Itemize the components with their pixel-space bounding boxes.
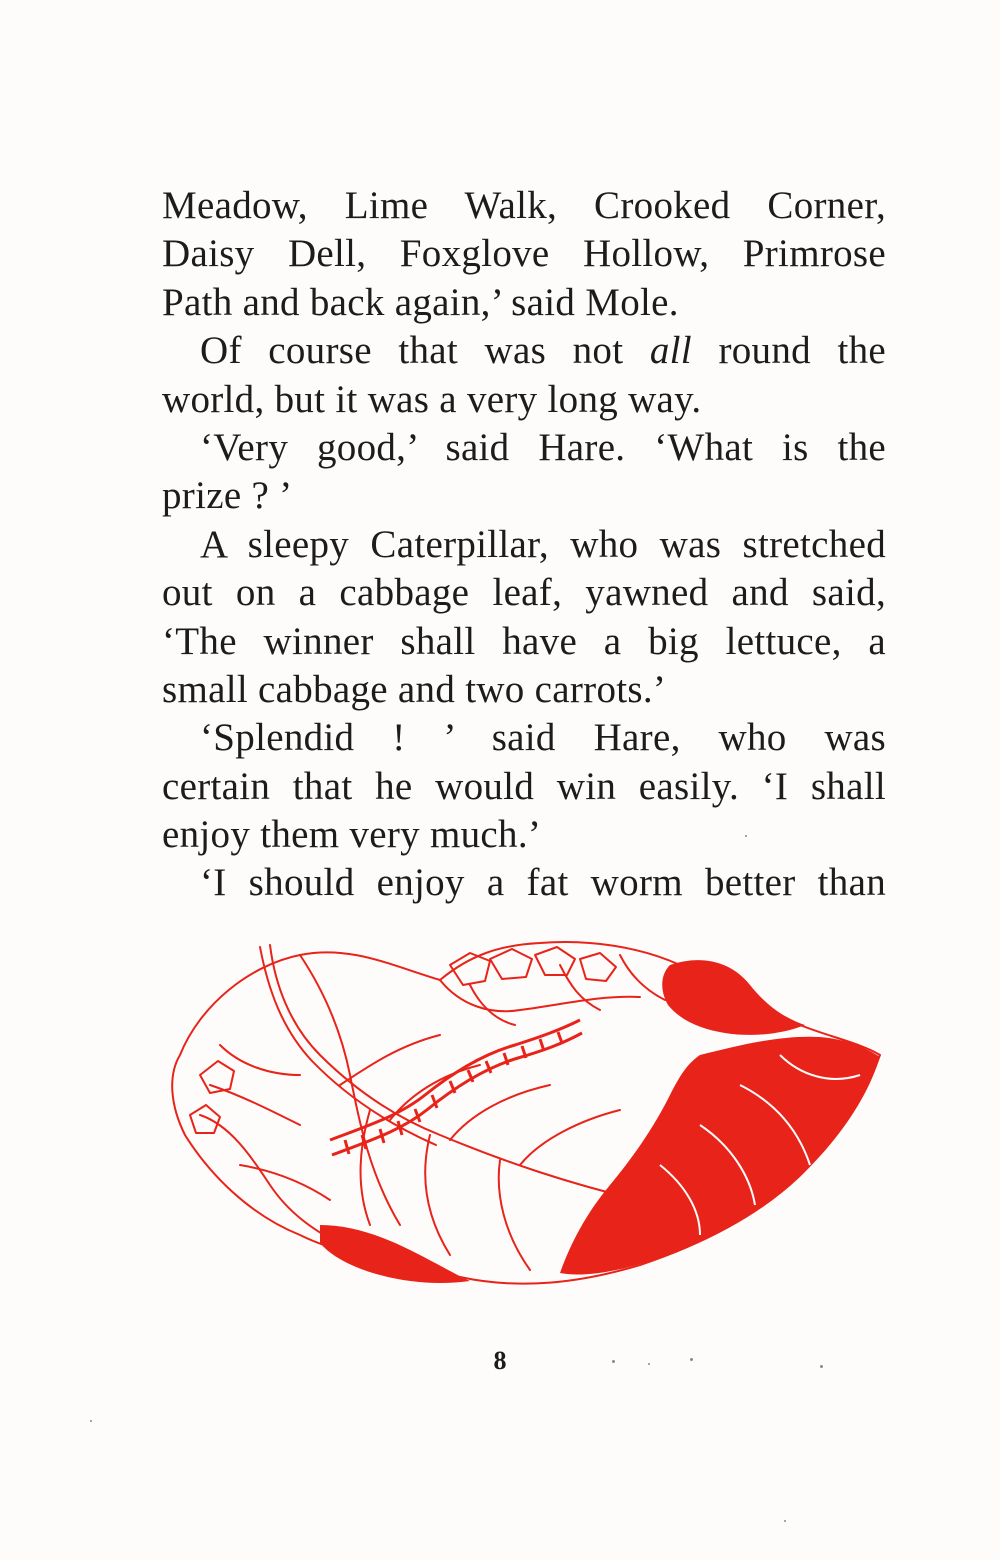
print-speck — [784, 1520, 786, 1522]
text-line: out on a cabbage leaf, yawned and said, — [162, 571, 886, 615]
text-line: small cabbage and two carrots.’ — [162, 667, 667, 711]
body-text — [162, 182, 886, 908]
text-line: Meadow, Lime Walk, Crooked Corner, — [162, 184, 886, 227]
print-speck — [90, 1420, 92, 1422]
text-line: ‘Splendid ! ’ said Hare, who was — [200, 716, 886, 760]
cabbage-leaf-illustration — [140, 925, 890, 1305]
text-line: prize ? ’ — [162, 474, 293, 518]
text-line: ‘Very good,’ said Hare. ‘What is the — [200, 425, 886, 469]
text-line: certain that he would win easily. ‘I shall — [162, 764, 886, 808]
text-line: A sleepy Caterpillar, who was stretched — [200, 522, 886, 566]
text-line: enjoy them very much.’ — [162, 813, 542, 857]
page-number: 8 — [493, 1346, 507, 1375]
shaded-leaf-lobe — [560, 1037, 880, 1275]
text-segment: Of course that was not — [200, 329, 650, 373]
text-line: Daisy Dell, Foxglove Hollow, Primrose — [162, 232, 886, 276]
print-speck — [612, 1360, 615, 1363]
print-speck — [648, 1363, 650, 1365]
text-line: ‘I should enjoy a fat worm better than — [200, 861, 886, 905]
text-line: Path and back again,’ said Mole. — [162, 280, 679, 324]
print-speck — [820, 1365, 823, 1368]
text-line-with-italic — [162, 327, 886, 375]
print-speck — [690, 1358, 693, 1361]
caterpillar — [330, 1020, 582, 1155]
italic-word: all — [649, 329, 692, 373]
text-line: ‘The winner shall have a big lettuce, a — [162, 619, 886, 663]
text-line: world, but it was a very long way. — [162, 377, 702, 421]
text-segment: round the — [691, 329, 886, 373]
print-speck — [745, 835, 747, 837]
